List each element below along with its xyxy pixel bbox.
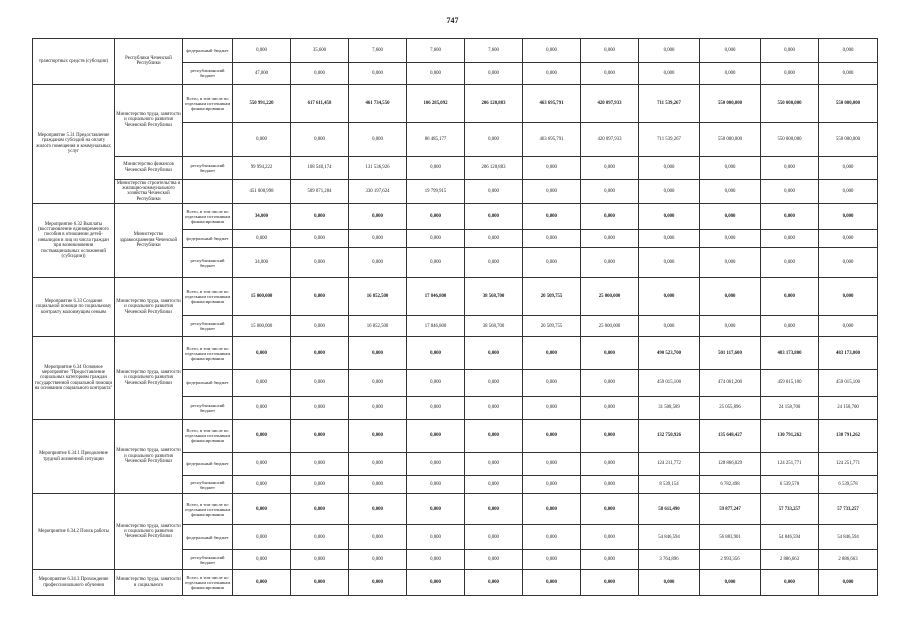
amount-cell: 0,000 <box>639 63 700 84</box>
amount-cell: 0,000 <box>581 156 639 179</box>
amount-cell: 0,000 <box>700 179 761 203</box>
amount-cell: 0,000 <box>465 476 523 494</box>
amount-cell: 0,000 <box>639 156 700 179</box>
measure-name: Мероприятие 6.34.1 Преодоление трудной жизненной ситуации <box>33 419 115 493</box>
amount-cell: 0,000 <box>407 550 465 570</box>
amount-cell: 24 158,700 <box>761 396 819 419</box>
amount-cell: 0,000 <box>291 248 349 278</box>
amount-cell: 0,000 <box>523 419 581 452</box>
amount-cell: 135 648,427 <box>700 419 761 452</box>
table-row <box>33 419 878 452</box>
executor-name: Министерство труда, занятости и социального развития Чеченской Республики <box>115 278 183 337</box>
funding-source: республиканский бюджет <box>183 316 233 337</box>
amount-cell: 0,000 <box>639 316 700 337</box>
amount-cell: 0,000 <box>291 63 349 84</box>
amount-cell: 0,000 <box>581 39 639 63</box>
amount-cell: 711 539,267 <box>639 84 700 122</box>
amount-cell: 0,000 <box>407 494 465 525</box>
amount-cell: 0,000 <box>291 419 349 452</box>
amount-cell: 0,000 <box>349 550 407 570</box>
amount-cell: 106 285,092 <box>407 84 465 122</box>
amount-cell: 0,000 <box>465 494 523 525</box>
amount-cell: 0,000 <box>291 452 349 475</box>
table-row <box>33 494 878 525</box>
executor-name: Министерство финансов Чеченской Республики <box>115 156 183 179</box>
amount-cell: 0,000 <box>407 396 465 419</box>
amount-cell: 131 536,926 <box>349 156 407 179</box>
amount-cell: 15 000,000 <box>233 278 291 316</box>
amount-cell: 0,000 <box>581 494 639 525</box>
amount-cell: 550 000,000 <box>761 84 819 122</box>
amount-cell: 0,000 <box>291 524 349 549</box>
amount-cell: 550 000,000 <box>761 122 819 156</box>
executor-name: Министерство труда, занятости и социального <box>115 570 183 596</box>
funding-source: федеральный бюджет <box>183 39 233 63</box>
funding-source <box>183 179 233 203</box>
amount-cell: 0,000 <box>639 179 700 203</box>
amount-cell: 0,000 <box>349 419 407 452</box>
amount-cell: 461 734,550 <box>349 84 407 122</box>
amount-cell: 0,000 <box>407 230 465 248</box>
amount-cell: 0,000 <box>233 337 291 370</box>
amount-cell: 0,000 <box>761 230 819 248</box>
amount-cell: 0,000 <box>639 248 700 278</box>
amount-cell: 34,000 <box>233 203 291 229</box>
amount-cell: 0,000 <box>700 203 761 229</box>
funding-source: Всего, в том числе по отдельным источникам финансирования <box>183 84 233 122</box>
amount-cell: 124 211,772 <box>639 452 700 475</box>
amount-cell: 7,600 <box>407 39 465 63</box>
amount-cell: 0,000 <box>349 476 407 494</box>
amount-cell: 7,600 <box>349 39 407 63</box>
funding-source: Всего, в том числе по отдельным источникам финансирования <box>183 419 233 452</box>
amount-cell: 0,000 <box>407 63 465 84</box>
amount-cell: 0,000 <box>639 278 700 316</box>
amount-cell: 617 611,458 <box>291 84 349 122</box>
amount-cell: 550 000,000 <box>700 122 761 156</box>
amount-cell: 8 539,154 <box>639 476 700 494</box>
amount-cell: 0,000 <box>349 370 407 396</box>
executor-name: Министерство здравоохранения Чеченской Республики <box>115 203 183 277</box>
amount-cell: 0,000 <box>819 316 878 337</box>
amount-cell: 0,000 <box>819 179 878 203</box>
amount-cell: 0,000 <box>581 524 639 549</box>
amount-cell: 0,000 <box>291 278 349 316</box>
amount-cell: 550 000,000 <box>700 84 761 122</box>
amount-cell: 0,000 <box>523 156 581 179</box>
amount-cell: 99 994,222 <box>233 156 291 179</box>
amount-cell: 59 877,247 <box>700 494 761 525</box>
funding-source: Всего, в том числе по отдельным источникам финансирования <box>183 278 233 316</box>
amount-cell: 0,000 <box>349 524 407 549</box>
table-row <box>33 278 878 316</box>
funding-source: республиканский бюджет <box>183 63 233 84</box>
amount-cell: 0,000 <box>639 203 700 229</box>
amount-cell: 490 523,700 <box>639 337 700 370</box>
executor-name: Министерство труда, занятости и социального развития Чеченской Республики <box>115 419 183 493</box>
page-number: 747 <box>446 16 459 25</box>
amount-cell: 0,000 <box>407 337 465 370</box>
amount-cell: 0,000 <box>523 230 581 248</box>
amount-cell: 483 173,800 <box>819 337 878 370</box>
amount-cell: 0,000 <box>291 550 349 570</box>
amount-cell: 0,000 <box>465 248 523 278</box>
amount-cell: 451 000,998 <box>233 179 291 203</box>
executor-name: Министерство труда, занятости и социального развития Чеченской Республики <box>115 84 183 156</box>
amount-cell: 6 539,578 <box>819 476 878 494</box>
amount-cell: 56 883,901 <box>700 524 761 549</box>
amount-cell: 0,000 <box>465 524 523 549</box>
amount-cell: 0,000 <box>291 122 349 156</box>
amount-cell: 0,000 <box>761 316 819 337</box>
amount-cell: 0,000 <box>581 203 639 229</box>
amount-cell: 0,000 <box>639 230 700 248</box>
amount-cell: 0,000 <box>581 570 639 596</box>
amount-cell: 0,000 <box>523 39 581 63</box>
amount-cell: 20 509,755 <box>523 278 581 316</box>
amount-cell: 550 000,000 <box>819 84 878 122</box>
amount-cell: 0,000 <box>700 63 761 84</box>
amount-cell: 463 695,791 <box>523 84 581 122</box>
amount-cell: 0,000 <box>523 63 581 84</box>
amount-cell: 0,000 <box>407 370 465 396</box>
amount-cell: 0,000 <box>700 156 761 179</box>
table-row <box>33 156 878 179</box>
amount-cell: 57 733,257 <box>761 494 819 525</box>
amount-cell: 0,000 <box>233 494 291 525</box>
amount-cell: 0,000 <box>581 396 639 419</box>
amount-cell: 0,000 <box>349 452 407 475</box>
executor-name: Министерство строительства и жилищно-коммунального хозяйства Чеченской Республики <box>115 179 183 203</box>
amount-cell: 0,000 <box>291 396 349 419</box>
amount-cell: 0,000 <box>349 570 407 596</box>
amount-cell: 330 197,624 <box>349 179 407 203</box>
amount-cell: 0,000 <box>523 396 581 419</box>
amount-cell: 0,000 <box>291 203 349 229</box>
amount-cell: 463 695,791 <box>523 122 581 156</box>
funding-source: Всего, в том числе по отдельным источникам финансирования <box>183 494 233 525</box>
amount-cell: 0,000 <box>523 524 581 549</box>
amount-cell: 0,000 <box>761 156 819 179</box>
amount-cell: 206 120,883 <box>465 156 523 179</box>
funding-source: федеральный бюджет <box>183 452 233 475</box>
amount-cell: 0,000 <box>465 419 523 452</box>
amount-cell: 0,000 <box>291 230 349 248</box>
amount-cell: 124 251,771 <box>819 452 878 475</box>
amount-cell: 0,000 <box>581 63 639 84</box>
amount-cell: 7,600 <box>465 39 523 63</box>
amount-cell: 509 071,284 <box>291 179 349 203</box>
amount-cell: 0,000 <box>291 337 349 370</box>
amount-cell: 35,600 <box>291 39 349 63</box>
amount-cell: 0,000 <box>523 179 581 203</box>
table-row <box>33 570 878 596</box>
amount-cell: 2 886,663 <box>761 550 819 570</box>
amount-cell: 19 799,915 <box>407 179 465 203</box>
amount-cell: 0,000 <box>465 550 523 570</box>
amount-cell: 459 015,100 <box>639 370 700 396</box>
amount-cell: 0,000 <box>581 370 639 396</box>
amount-cell: 0,000 <box>523 452 581 475</box>
amount-cell: 2 993,356 <box>700 550 761 570</box>
table-row <box>33 203 878 229</box>
amount-cell: 0,000 <box>819 278 878 316</box>
funding-source: республиканский бюджет <box>183 248 233 278</box>
amount-cell: 2 886,663 <box>819 550 878 570</box>
amount-cell: 0,000 <box>581 179 639 203</box>
measure-name: транспортных средств (субсидии) <box>33 39 115 85</box>
amount-cell: 550 000,000 <box>819 122 878 156</box>
amount-cell: 0,000 <box>349 122 407 156</box>
funding-source: Всего, в том числе по отдельным источникам финансирования <box>183 337 233 370</box>
amount-cell: 0,000 <box>523 494 581 525</box>
amount-cell: 0,000 <box>291 476 349 494</box>
amount-cell: 501 117,600 <box>700 337 761 370</box>
amount-cell: 0,000 <box>233 370 291 396</box>
amount-cell: 25 055,896 <box>700 396 761 419</box>
amount-cell: 0,000 <box>465 452 523 475</box>
executor-name: Республики Чеченской Республики <box>115 39 183 85</box>
amount-cell: 0,000 <box>349 248 407 278</box>
amount-cell: 459 015,100 <box>761 370 819 396</box>
amount-cell: 0,000 <box>761 63 819 84</box>
amount-cell: 124 251,771 <box>761 452 819 475</box>
amount-cell: 474 061,200 <box>700 370 761 396</box>
amount-cell: 20 509,755 <box>523 316 581 337</box>
measure-name: Мероприятие 6.34 Основное мероприятие "Предоставление социальных категориям граждан государственной социальной помощи на основании социального контракта" <box>33 337 115 420</box>
amount-cell: 58 611,490 <box>639 494 700 525</box>
table-row <box>33 179 878 203</box>
amount-cell: 17 846,800 <box>407 278 465 316</box>
amount-cell: 0,000 <box>407 248 465 278</box>
amount-cell: 0,000 <box>233 476 291 494</box>
amount-cell: 130 791,262 <box>761 419 819 452</box>
amount-cell: 0,000 <box>465 370 523 396</box>
amount-cell: 0,000 <box>523 337 581 370</box>
amount-cell: 0,000 <box>819 570 878 596</box>
funding-source: Всего, в том числе по отдельным источникам финансирования <box>183 203 233 229</box>
amount-cell: 0,000 <box>700 39 761 63</box>
amount-cell: 0,000 <box>233 570 291 596</box>
executor-name: Министерство труда, занятости и социального развития Чеченской Республики <box>115 494 183 570</box>
amount-cell: 31 508,589 <box>639 396 700 419</box>
budget-table <box>32 38 878 596</box>
funding-source: федеральный бюджет <box>183 524 233 549</box>
amount-cell: 0,000 <box>407 476 465 494</box>
executor-name: Министерство труда, занятости и социального развития Чеченской Республики <box>115 337 183 420</box>
amount-cell: 0,000 <box>233 419 291 452</box>
amount-cell: 0,000 <box>349 230 407 248</box>
amount-cell: 459 015,100 <box>819 370 878 396</box>
amount-cell: 0,000 <box>639 570 700 596</box>
amount-cell: 0,000 <box>819 203 878 229</box>
amount-cell: 483 173,800 <box>761 337 819 370</box>
amount-cell: 0,000 <box>349 337 407 370</box>
amount-cell: 0,000 <box>407 156 465 179</box>
table-row <box>33 337 878 370</box>
funding-source: республиканский бюджет <box>183 396 233 419</box>
amount-cell: 0,000 <box>581 452 639 475</box>
amount-cell: 0,000 <box>761 203 819 229</box>
amount-cell: 38 568,700 <box>465 316 523 337</box>
amount-cell: 47,000 <box>233 63 291 84</box>
amount-cell: 711 539,267 <box>639 122 700 156</box>
funding-source: республиканский бюджет <box>183 550 233 570</box>
amount-cell: 0,000 <box>233 524 291 549</box>
amount-cell: 0,000 <box>581 230 639 248</box>
amount-cell: 0,000 <box>465 396 523 419</box>
amount-cell: 0,000 <box>349 63 407 84</box>
amount-cell: 0,000 <box>819 39 878 63</box>
funding-source: федеральный бюджет <box>183 370 233 396</box>
amount-cell: 0,000 <box>819 63 878 84</box>
amount-cell: 0,000 <box>523 248 581 278</box>
table-row <box>33 84 878 122</box>
amount-cell: 0,000 <box>581 337 639 370</box>
amount-cell: 0,000 <box>349 396 407 419</box>
funding-source: республиканский бюджет <box>183 476 233 494</box>
amount-cell: 17 846,800 <box>407 316 465 337</box>
amount-cell: 0,000 <box>291 494 349 525</box>
amount-cell: 0,000 <box>233 122 291 156</box>
amount-cell: 420 097,933 <box>581 84 639 122</box>
funding-source: республиканский бюджет <box>183 156 233 179</box>
measure-name: Мероприятие 6.32 Выплаты (восстановление единовременного пособия в отношении детей-инвалидов и лиц из числа граждан при возникновении поствакцинальных осложнений (субсидии)) <box>33 203 115 277</box>
amount-cell: 0,000 <box>761 39 819 63</box>
amount-cell: 0,000 <box>349 203 407 229</box>
amount-cell: 0,000 <box>407 524 465 549</box>
amount-cell: 0,000 <box>465 337 523 370</box>
amount-cell: 0,000 <box>465 570 523 596</box>
amount-cell: 0,000 <box>581 248 639 278</box>
amount-cell: 25 000,000 <box>581 278 639 316</box>
amount-cell: 0,000 <box>349 494 407 525</box>
amount-cell: 0,000 <box>761 248 819 278</box>
amount-cell: 15 000,000 <box>233 316 291 337</box>
amount-cell: 24 158,700 <box>819 396 878 419</box>
amount-cell: 0,000 <box>700 570 761 596</box>
amount-cell: 16 852,500 <box>349 278 407 316</box>
amount-cell: 0,000 <box>291 570 349 596</box>
amount-cell: 0,000 <box>465 230 523 248</box>
amount-cell: 0,000 <box>819 156 878 179</box>
amount-cell: 0,000 <box>761 570 819 596</box>
amount-cell: 0,000 <box>639 39 700 63</box>
amount-cell: 6 539,578 <box>761 476 819 494</box>
amount-cell: 0,000 <box>407 570 465 596</box>
amount-cell: 0,000 <box>523 203 581 229</box>
amount-cell: 34,000 <box>233 248 291 278</box>
amount-cell: 0,000 <box>819 230 878 248</box>
amount-cell: 54 846,594 <box>819 524 878 549</box>
amount-cell: 130 791,262 <box>819 419 878 452</box>
funding-source: федеральный бюджет <box>183 230 233 248</box>
amount-cell: 86 485,177 <box>407 122 465 156</box>
amount-cell: 132 750,926 <box>639 419 700 452</box>
amount-cell: 0,000 <box>465 203 523 229</box>
amount-cell: 0,000 <box>233 550 291 570</box>
amount-cell: 0,000 <box>465 179 523 203</box>
funding-source <box>183 122 233 156</box>
amount-cell: 38 568,700 <box>465 278 523 316</box>
amount-cell: 6 782,498 <box>700 476 761 494</box>
amount-cell: 0,000 <box>523 570 581 596</box>
amount-cell: 0,000 <box>233 39 291 63</box>
funding-source: Всего, в том числе по отдельным источникам финансирования <box>183 570 233 596</box>
measure-name: Мероприятие 6.34.3 Прохождение профессионального обучения <box>33 570 115 596</box>
amount-cell: 108 540,174 <box>291 156 349 179</box>
amount-cell: 0,000 <box>523 550 581 570</box>
amount-cell: 0,000 <box>581 476 639 494</box>
amount-cell: 0,000 <box>407 203 465 229</box>
amount-cell: 54 846,594 <box>639 524 700 549</box>
table-row <box>33 39 878 63</box>
amount-cell: 0,000 <box>291 316 349 337</box>
amount-cell: 0,000 <box>819 248 878 278</box>
measure-name: Мероприятие 6.33 Создание социальной помощи по социальному контракту малоимущим семьям <box>33 278 115 337</box>
amount-cell: 0,000 <box>291 370 349 396</box>
amount-cell: 0,000 <box>407 452 465 475</box>
amount-cell: 420 097,933 <box>581 122 639 156</box>
amount-cell: 206 120,883 <box>465 84 523 122</box>
amount-cell: 0,000 <box>523 370 581 396</box>
amount-cell: 0,000 <box>761 179 819 203</box>
amount-cell: 0,000 <box>700 230 761 248</box>
amount-cell: 0,000 <box>700 248 761 278</box>
measure-name: Мероприятие 6.34.2 Поиск работы <box>33 494 115 570</box>
amount-cell: 0,000 <box>581 550 639 570</box>
amount-cell: 25 000,000 <box>581 316 639 337</box>
amount-cell: 550 991,220 <box>233 84 291 122</box>
amount-cell: 0,000 <box>700 278 761 316</box>
amount-cell: 57 733,257 <box>819 494 878 525</box>
amount-cell: 0,000 <box>407 419 465 452</box>
amount-cell: 54 846,594 <box>761 524 819 549</box>
amount-cell: 0,000 <box>233 396 291 419</box>
amount-cell: 0,000 <box>233 230 291 248</box>
amount-cell: 16 852,500 <box>349 316 407 337</box>
amount-cell: 0,000 <box>581 419 639 452</box>
amount-cell: 0,000 <box>233 452 291 475</box>
amount-cell: 128 866,029 <box>700 452 761 475</box>
amount-cell: 3 764,896 <box>639 550 700 570</box>
amount-cell: 0,000 <box>700 316 761 337</box>
measure-name: Мероприятие 5.31 Предоставление гражданам субсидий на оплату жилого помещения и коммунальных услуг <box>33 84 115 203</box>
amount-cell: 0,000 <box>761 278 819 316</box>
amount-cell: 0,000 <box>465 63 523 84</box>
amount-cell: 0,000 <box>465 122 523 156</box>
amount-cell: 0,000 <box>523 476 581 494</box>
